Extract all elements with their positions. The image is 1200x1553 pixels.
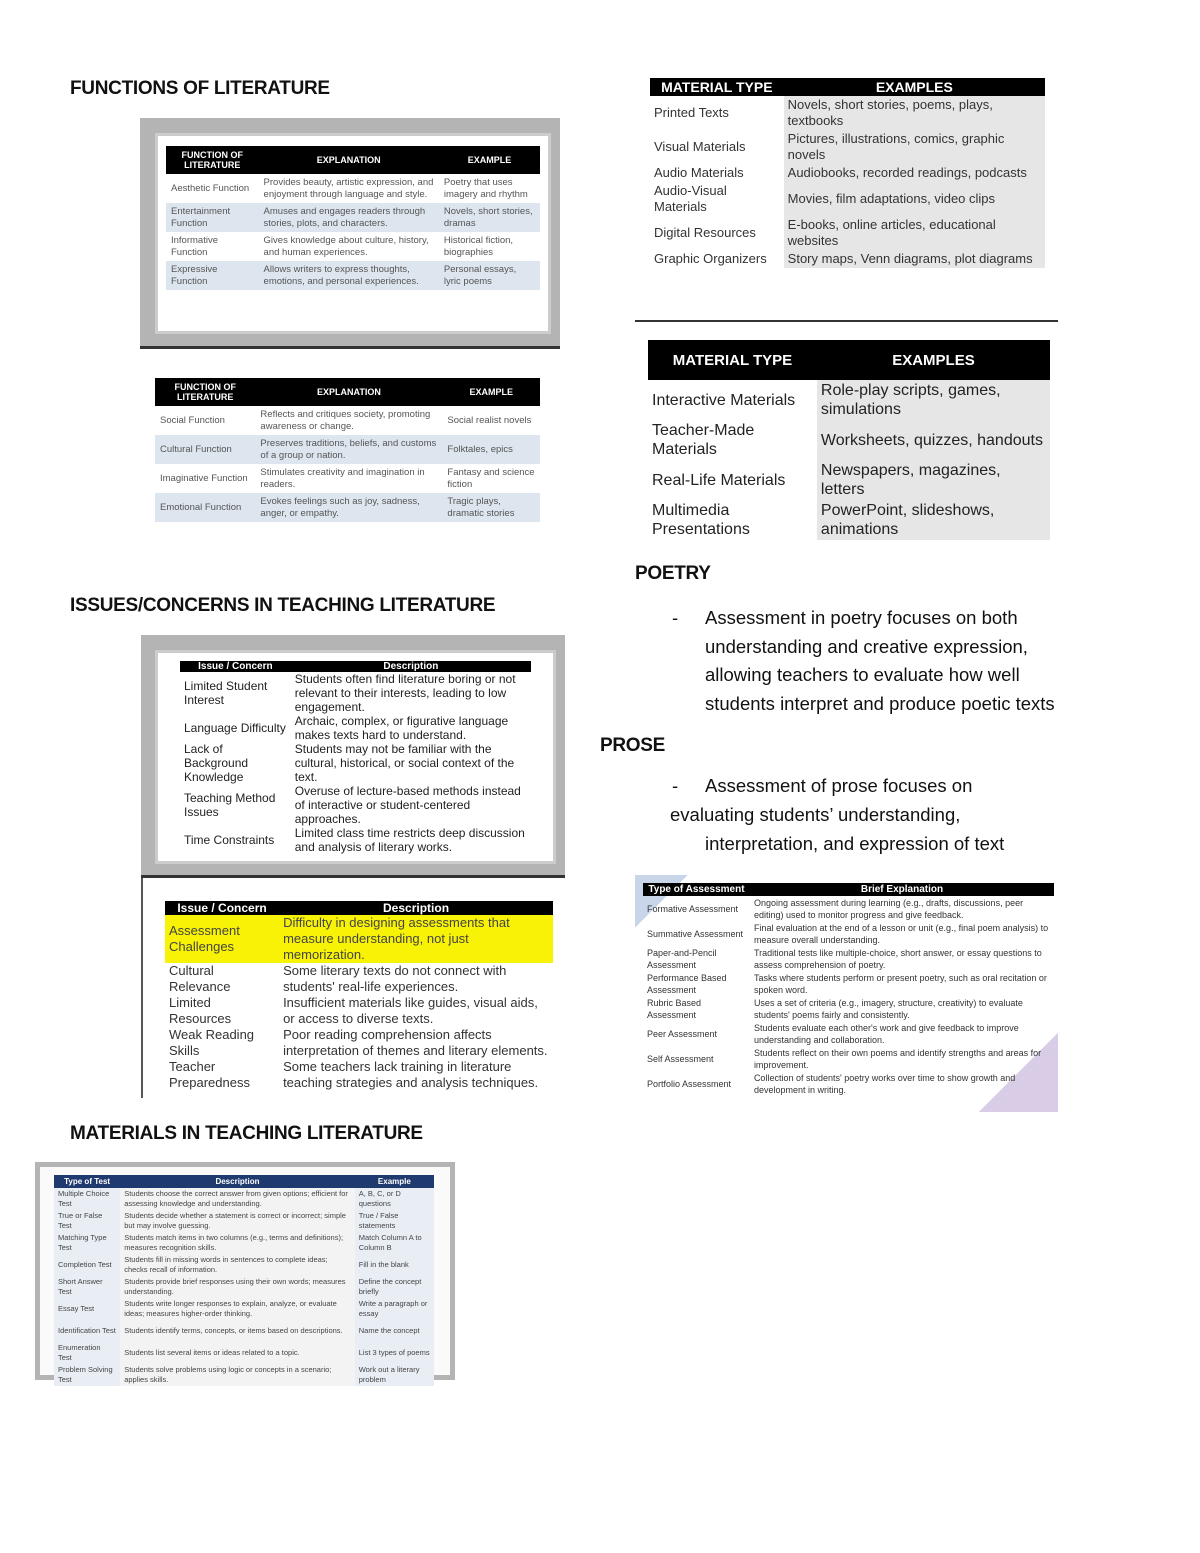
column-header: FUNCTION OF LITERATURE [155,378,255,406]
heading-prose: PROSE [600,735,666,756]
table-row [180,714,531,742]
functions2-table [155,378,540,522]
table-cell: Interactive Materials [652,391,796,409]
table-cell: Imaginative Function [160,472,248,484]
table-cell: Audio-Visual Materials [654,183,727,214]
table-cell: Social Function [160,414,225,426]
table-row [650,182,1045,216]
table-cell: Students decide whether a statement is correct or incorrect; simple but may involve guessing. [120,1210,355,1232]
table-row [155,435,540,464]
heading-functions: FUNCTIONS OF LITERATURE [70,78,330,99]
table-row [166,203,540,232]
table-row [650,216,1045,250]
table-cell: Work out a literary problem [355,1364,434,1386]
table-cell: Personal essays, lyric poems [439,261,540,290]
column-header: EXAMPLES [784,78,1045,96]
table-cell: Informative Function [171,234,218,258]
table-cell: Weak Reading Skills [169,1027,255,1058]
table-row [643,1046,1054,1071]
prose-bullet-dash: - [672,775,679,796]
table-cell: Story maps, Venn diagrams, plot diagrams [784,250,1045,268]
table-cell: Students often find literature boring or not relevant to their interests, leading to low engagement. [294,672,516,714]
table-row [54,1232,434,1254]
column-header: MATERIAL TYPE [648,340,817,380]
table-row [180,826,531,854]
table-cell: Aesthetic Function [171,182,250,194]
table-cell: Novels, short stories, poems, plays, textbooks [784,96,1045,130]
table-cell: Paper-and-Pencil Assessment [647,947,717,970]
column-header: EXAMPLES [817,340,1050,380]
table-cell: True or False Test [54,1210,120,1232]
table-row [648,460,1050,500]
table-cell: Audio Materials [654,165,744,180]
table-cell: Real-Life Materials [652,471,786,489]
table-cell: True / False statements [355,1210,434,1232]
table-row [54,1276,434,1298]
column-header: EXPLANATION [255,378,442,406]
table-cell: Evokes feelings such as joy, sadness, anger, or empathy. [255,493,442,522]
column-header: Brief Explanation [750,883,1054,896]
table-cell: Tasks where students perform or present poetry, such as oral recitation or spoken word. [753,972,1047,995]
table-cell: Printed Texts [654,105,729,120]
table-cell: Language Difficulty [184,721,286,735]
column-header: MATERIAL TYPE [650,78,784,96]
table-row [165,1059,553,1091]
table-cell: Name the concept [355,1320,434,1342]
table-cell: Emotional Function [155,493,255,522]
column-header: Type of Assessment [643,883,750,896]
heading-materials: MATERIALS IN TEACHING LITERATURE [70,1123,423,1144]
table-cell: Novels, short stories, dramas [439,203,540,232]
table-cell: Limited Resources [169,995,232,1026]
testtypes-table [54,1175,434,1386]
table-cell: Self Assessment [647,1053,714,1064]
table-row [180,784,531,826]
column-header: Type of Test [54,1175,120,1188]
table-cell: Digital Resources [654,225,756,240]
column-header: Issue / Concern [180,661,291,672]
table-cell: Lack of Background Knowledge [184,742,249,784]
poetry-line: understanding and creative expression, [705,635,1028,657]
materials-image-2 [648,340,1050,540]
table-cell: PowerPoint, slideshows, animations [817,500,1050,540]
table-cell: Matching Type Test [54,1232,120,1254]
table-cell: Cultural Function [155,435,255,464]
poetry-line: allowing teachers to evaluate how well [705,664,1020,685]
table-row [54,1320,434,1342]
table-row [643,1071,1054,1096]
table-cell: Folktales, epics [442,435,540,464]
table-cell: Overuse of lecture-based methods instead of interactive or student-centered approaches. [294,784,521,826]
table-cell: Students match items in two columns (e.g., terms and definitions); measures recognition skills. [120,1232,355,1254]
table-cell: Provides beauty, artistic expression, and enjoyment through language and style. [263,176,434,200]
table-row [155,406,540,435]
table-row [155,493,540,522]
table-cell: Formative Assessment [647,903,739,914]
table-cell: Teacher-Made Materials [652,422,755,458]
table-cell: A, B, C, or D questions [355,1188,434,1210]
table-row [165,1027,553,1059]
issues2-table [165,901,553,1091]
table-cell: Poor reading comprehension affects interpretation of themes and literary elements. [283,1027,548,1058]
divider [635,320,1058,322]
table-cell: Reflects and critiques society, promoting awareness or change. [260,408,431,432]
table-row [155,464,540,493]
table-header-row [155,378,540,406]
table-cell: Poetry that uses imagery and rhythm [443,176,528,200]
table-cell: Gives knowledge about culture, history, and human experiences. [263,234,429,258]
table-row [643,971,1054,996]
table-cell: Entertainment Function [166,203,259,232]
table-cell: Worksheets, quizzes, handouts [817,420,1050,460]
issues-image-2 [141,878,567,1098]
table-cell: Limited class time restricts deep discussion and analysis of literary works. [294,826,525,854]
table-cell: Students list several items or ideas related to a topic. [120,1342,355,1364]
table-cell: Cultural Relevance [169,963,231,994]
table-cell: Students choose the correct answer from given options; efficient for assessing knowledge and understanding. [120,1188,355,1210]
table-cell: Allows writers to express thoughts, emotions, and personal experiences. [259,261,439,290]
assessment-table [643,883,1054,1096]
table-row [165,995,553,1027]
table-header-row [650,78,1045,96]
table-cell: Difficulty in designing assessments that measure understanding, not just memorization. [279,915,553,963]
table-cell: Social realist novels [447,414,532,426]
table-cell: Students solve problems using logic or concepts in a scenario; applies skills. [120,1364,355,1386]
table-cell: Pictures, illustrations, comics, graphic novels [784,130,1045,164]
table-header-row [165,901,553,915]
table-row [643,896,1054,921]
table-row [165,915,553,963]
table-row [648,380,1050,420]
table-cell: Summative Assessment [647,928,744,939]
table-row [166,232,540,261]
table-cell: E-books, online articles, educational websites [784,216,1045,250]
materials-image-1 [650,78,1045,278]
table-cell: Time Constraints [184,833,275,847]
table-cell: Expressive Function [166,261,259,290]
table-row [54,1342,434,1364]
table-row [650,164,1045,182]
table-cell: Final evaluation at the end of a lesson or unit (e.g., final poem analysis) to measure overall understanding. [753,922,1049,945]
table-cell: Graphic Organizers [654,251,767,266]
table-cell: Some literary texts do not connect with students' real-life experiences. [283,963,507,994]
table-row [180,672,531,714]
column-header: Issue / Concern [165,901,279,915]
poetry-paragraph [705,604,1055,718]
poetry-line: Assessment in poetry focuses on both [705,607,1018,628]
issues-image-1 [141,635,565,878]
table-cell: Peer Assessment [647,1028,718,1039]
table-cell: Students identify terms, concepts, or items based on descriptions. [120,1320,355,1342]
table-row [54,1364,434,1386]
column-header: Description [120,1175,355,1188]
table-row [650,250,1045,268]
table-cell: Ongoing assessment during learning (e.g., drafts, discussions, peer editing) used to monitor progress and give feedback. [753,897,1024,920]
table-cell: Multimedia Presentations [652,502,750,538]
table-cell: Movies, film adaptations, video clips [784,182,1045,216]
test-types-image [35,1162,455,1384]
table-cell: List 3 types of poems [355,1342,434,1364]
table-header-row [643,883,1054,896]
table-cell: Insufficient materials like guides, visual aids, or access to diverse texts. [283,995,538,1026]
table-cell: Teaching Method Issues [184,791,276,819]
table-cell: Enumeration Test [54,1342,120,1364]
table-cell: Teacher Preparedness [169,1059,250,1090]
table-row [643,996,1054,1021]
table-cell: Problem Solving Test [54,1364,120,1386]
heading-poetry: POETRY [635,563,711,584]
functions-image-2 [155,378,540,522]
table-header-row [180,661,531,672]
prose-line: evaluating students’ understanding, [670,804,961,825]
column-header: Description [279,901,553,915]
table-row [166,174,540,203]
table-cell: Newspapers, magazines, letters [817,460,1050,500]
table-cell: Portfolio Assessment [647,1078,732,1089]
table-cell: Historical fiction, biographies [443,234,514,258]
table-cell: Write a paragraph or essay [355,1298,434,1320]
table-cell: Match Column A to Column B [355,1232,434,1254]
issues1-table [180,661,531,854]
table-row [54,1298,434,1320]
materials2-table [648,340,1050,540]
table-cell: Rubric Based Assessment [647,997,702,1020]
table-cell: Traditional tests like multiple-choice, short answer, or essay questions to assess comprehension of poetry. [753,947,1042,970]
table-cell: Performance Based Assessment [647,972,727,995]
table-cell: Fantasy and science fiction [447,466,535,490]
column-header: EXPLANATION [259,146,439,174]
table-cell: Tragic plays, dramatic stories [442,493,540,522]
table-cell: Role-play scripts, games, simulations [817,380,1050,420]
table-row [648,420,1050,460]
table-cell: Visual Materials [654,139,746,154]
functions-image-1 [140,118,560,349]
table-cell: Archaic, complex, or figurative language makes texts hard to understand. [294,714,509,742]
prose-line: Assessment of prose focuses on [705,775,973,796]
table-cell: Define the concept briefly [355,1276,434,1298]
table-cell: Students reflect on their own poems and identify strengths and areas for improvement. [753,1047,1042,1070]
table-cell: Short Answer Test [54,1276,120,1298]
table-cell: Assessment Challenges [165,915,279,963]
table-header-row [166,146,540,174]
table-cell: Students evaluate each other's work and give feedback to improve understanding and collaboration. [753,1022,1019,1045]
table-row [650,130,1045,164]
table-row [180,742,531,784]
prose-line: interpretation, and expression of text [705,833,1005,854]
table-row [54,1188,434,1210]
assessment-image [635,875,1058,1112]
column-header: Description [291,661,531,672]
column-header: Example [355,1175,434,1188]
table-cell: Preserves traditions, beliefs, and customs of a group or nation. [255,435,442,464]
table-cell: Students provide brief responses using their own words; measures understanding. [120,1276,355,1298]
table-row [648,500,1050,540]
table-cell: Students may not be familiar with the cultural, historical, or social context of the text. [294,742,515,784]
table-cell: Collection of students' poetry works over time to show growth and development in writing. [753,1072,1016,1095]
table-row [165,963,553,995]
table-header-row [54,1175,434,1188]
table-cell: Students write longer responses to explain, analyze, or evaluate ideas; measures higher-order thinking. [120,1298,355,1320]
table-cell: Fill in the blank [355,1254,434,1276]
table-cell: Limited Student Interest [184,679,268,707]
column-header: EXAMPLE [442,378,540,406]
column-header: EXAMPLE [439,146,540,174]
table-cell: Completion Test [54,1254,120,1276]
table-cell: Students fill in missing words in sentences to complete ideas; checks recall of information. [120,1254,355,1276]
table-row [650,96,1045,130]
table-cell: Multiple Choice Test [54,1188,120,1210]
heading-issues: ISSUES/CONCERNS IN TEACHING LITERATURE [70,595,496,616]
table-cell: Amuses and engages readers through stories, plots, and characters. [259,203,439,232]
materials1-table [650,78,1045,268]
table-row [643,921,1054,946]
poetry-line: students interpret and produce poetic texts [705,692,1055,714]
table-row [643,1021,1054,1046]
table-row [54,1210,434,1232]
table-cell: Identification Test [54,1320,120,1342]
poetry-bullet-dash: - [672,607,679,628]
table-row [54,1254,434,1276]
table-row [643,946,1054,971]
functions1-table [166,146,540,290]
table-row [166,261,540,290]
column-header: FUNCTION OF LITERATURE [166,146,259,174]
table-cell: Stimulates creativity and imagination in readers. [260,466,425,490]
table-cell: Audiobooks, recorded readings, podcasts [784,164,1045,182]
table-cell: Essay Test [54,1298,120,1320]
table-header-row [648,340,1050,380]
table-cell: Some teachers lack training in literature teaching strategies and analysis techniques. [283,1059,539,1090]
table-cell: Uses a set of criteria (e.g., imagery, structure, creativity) to evaluate students' poems fairly and consistently. [753,997,1023,1020]
